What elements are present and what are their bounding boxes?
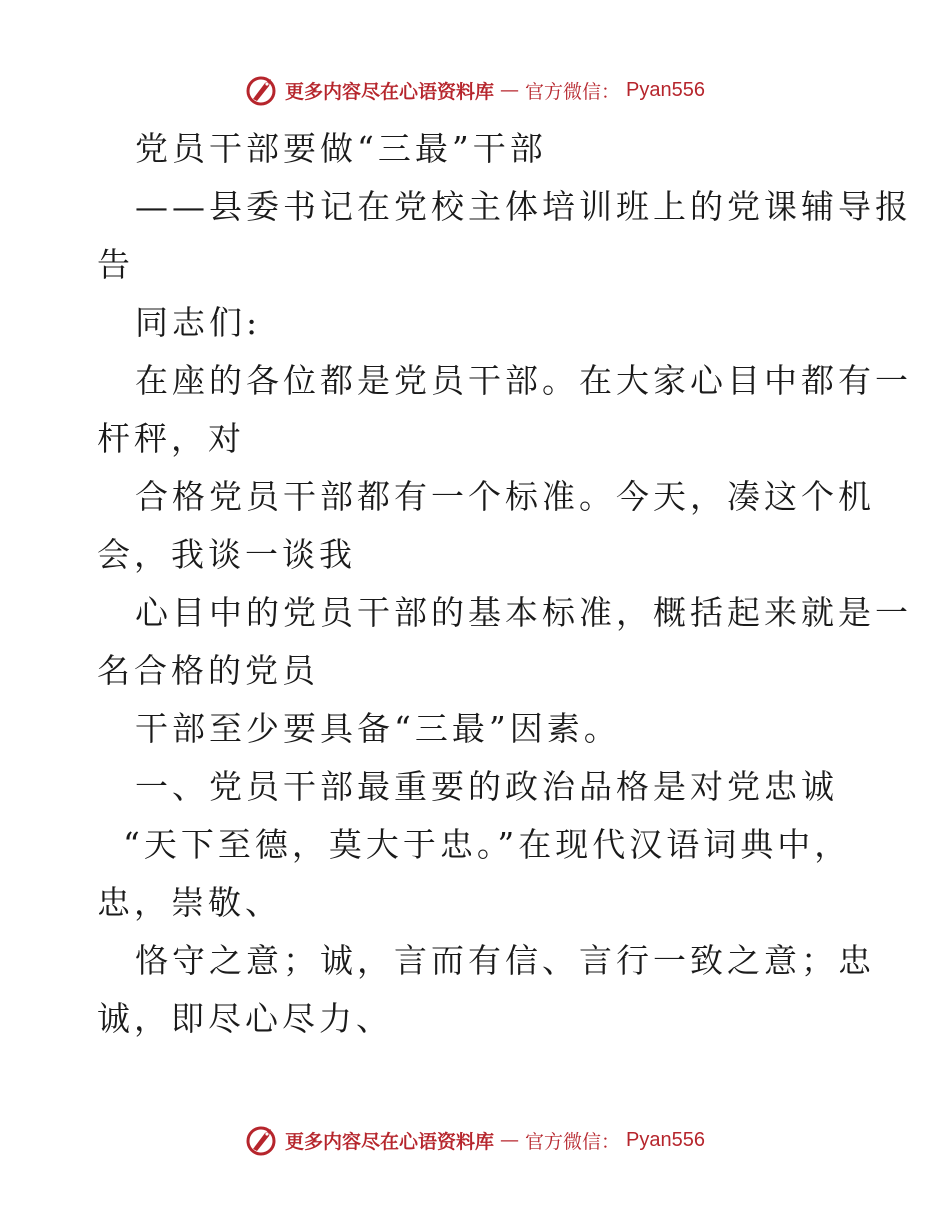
banner-wechat-handle: Pyan556	[626, 1128, 705, 1151]
banner-wechat-label: 官方微信：	[525, 1130, 621, 1153]
banner-wechat-label: 官方微信：	[525, 80, 621, 103]
header-banner	[0, 70, 950, 110]
document-subtitle-continued: 告	[97, 245, 134, 284]
paragraph-line: 忠，崇敬、	[97, 883, 282, 922]
banner-main-text: 更多内容尽在心语资料库	[285, 1130, 495, 1153]
pen-nib-logo-icon	[245, 1123, 279, 1157]
paragraph-line: 合格党员干部都有一个标准。今天，凑这个机	[135, 477, 875, 516]
footer-banner	[0, 1120, 950, 1160]
banner-main-text: 更多内容尽在心语资料库	[285, 80, 495, 103]
paragraph-line: 在座的各位都是党员干部。在大家心目中都有一	[135, 361, 912, 400]
pen-nib-logo-icon	[245, 73, 279, 107]
document-subtitle: ——县委书记在党校主体培训班上的党课辅导报	[135, 187, 912, 226]
paragraph-line: 恪守之意；诚，言而有信、言行一致之意；忠	[135, 941, 875, 980]
document-title: 党员干部要做“三最”干部	[135, 129, 547, 168]
paragraph-line: “天下至德，莫大于忠。”在现代汉语词典中，	[123, 825, 852, 864]
paragraph-line: 干部至少要具备“三最”因素。	[135, 709, 621, 748]
banner-wechat-handle: Pyan556	[626, 78, 705, 101]
salutation: 同志们:	[135, 303, 262, 342]
paragraph-line: 诚，即尽心尽力、	[97, 999, 393, 1038]
document-body	[97, 120, 912, 1048]
paragraph-line: 名合格的党员	[97, 651, 319, 690]
paragraph-line: 会，我谈一谈我	[97, 535, 356, 574]
paragraph-line: 心目中的党员干部的基本标准，概括起来就是一	[135, 593, 912, 632]
section-heading: 一、党员干部最重要的政治品格是对党忠诚	[135, 767, 838, 806]
paragraph-line: 杆秤，对	[97, 419, 245, 458]
banner-dash: —	[500, 1129, 520, 1151]
banner-dash: —	[500, 79, 520, 101]
